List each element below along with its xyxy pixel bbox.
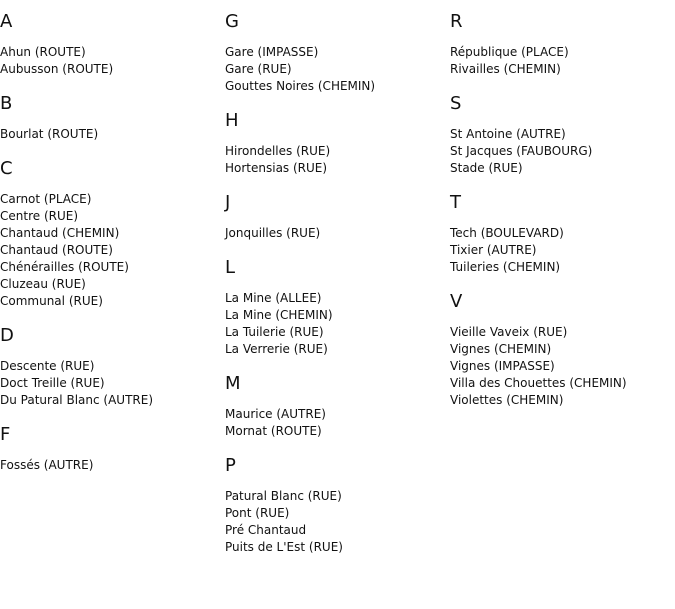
street-list-item (450, 225, 675, 242)
street-link[interactable]: Doct Treille (RUE) (0, 376, 105, 390)
street-list-item (225, 78, 445, 95)
street-list-item (0, 191, 220, 208)
street-link[interactable]: Ahun (ROUTE) (0, 45, 86, 59)
street-list-item (0, 392, 220, 409)
street-index-column-2 (225, 10, 445, 570)
street-link[interactable]: Vieille Vaveix (RUE) (450, 325, 568, 339)
letter-heading: B (0, 93, 13, 114)
street-list-item (450, 392, 675, 409)
street-link[interactable]: Du Patural Blanc (AUTRE) (0, 393, 153, 407)
letter-group (225, 10, 445, 95)
street-link[interactable]: Hortensias (RUE) (225, 161, 328, 175)
street-link[interactable]: St Jacques (FAUBOURG) (450, 144, 593, 158)
street-list-item (225, 160, 445, 177)
street-link[interactable]: Pont (RUE) (225, 506, 290, 520)
street-list-item (450, 143, 675, 160)
street-list-item (0, 61, 220, 78)
street-list-item (450, 61, 675, 78)
street-link[interactable]: Communal (RUE) (0, 294, 103, 308)
street-link[interactable]: Tech (BOULEVARD) (450, 226, 564, 240)
street-link[interactable]: Chantaud (CHEMIN) (0, 226, 120, 240)
street-link[interactable]: Violettes (CHEMIN) (450, 393, 564, 407)
street-list (225, 290, 445, 358)
letter-heading: P (225, 455, 236, 476)
street-list-item (0, 293, 220, 310)
letter-heading: R (450, 11, 463, 32)
letter-heading: T (450, 192, 461, 213)
letter-group (225, 372, 445, 440)
street-list-item (0, 242, 220, 259)
street-link[interactable]: Vignes (IMPASSE) (450, 359, 555, 373)
street-list-item (225, 324, 445, 341)
street-list-item (450, 259, 675, 276)
letter-heading: L (225, 257, 236, 278)
street-list-item (450, 44, 675, 61)
street-list-item (0, 358, 220, 375)
letter-group (0, 92, 220, 143)
street-index-column-3 (450, 10, 675, 423)
street-link[interactable]: Bourlat (ROUTE) (0, 127, 99, 141)
letter-heading: G (225, 11, 239, 32)
street-link[interactable]: Carnot (PLACE) (0, 192, 92, 206)
street-link[interactable]: La Verrerie (RUE) (225, 342, 328, 356)
street-link[interactable]: Cluzeau (RUE) (0, 277, 86, 291)
street-list-item (0, 126, 220, 143)
street-list-item (450, 242, 675, 259)
street-link[interactable]: Tuileries (CHEMIN) (450, 260, 561, 274)
street-list-item (225, 61, 445, 78)
street-link[interactable]: La Mine (CHEMIN) (225, 308, 333, 322)
street-link[interactable]: Chénérailles (ROUTE) (0, 260, 129, 274)
street-list-item (0, 225, 220, 242)
street-link[interactable]: Descente (RUE) (0, 359, 95, 373)
street-link[interactable]: Jonquilles (RUE) (225, 226, 321, 240)
street-link[interactable]: Fossés (AUTRE) (0, 458, 94, 472)
street-list (0, 191, 220, 310)
street-link[interactable]: Vignes (CHEMIN) (450, 342, 552, 356)
street-link[interactable]: Centre (RUE) (0, 209, 79, 223)
letter-heading: D (0, 325, 14, 346)
letter-heading: S (450, 93, 462, 114)
letter-heading: J (225, 192, 231, 213)
letter-group (450, 10, 675, 78)
street-link[interactable]: St Antoine (AUTRE) (450, 127, 566, 141)
street-list-item (225, 423, 445, 440)
street-link[interactable]: Chantaud (ROUTE) (0, 243, 113, 257)
letter-heading: M (225, 373, 241, 394)
street-list-item (450, 126, 675, 143)
street-list (225, 488, 445, 556)
letter-group (450, 191, 675, 276)
street-link[interactable]: Gare (IMPASSE) (225, 45, 319, 59)
street-list (450, 126, 675, 177)
letter-heading: A (0, 11, 13, 32)
letter-heading: C (0, 158, 13, 179)
street-link[interactable]: Aubusson (ROUTE) (0, 62, 114, 76)
street-link[interactable]: Gouttes Noires (CHEMIN) (225, 79, 376, 93)
street-list-item (450, 324, 675, 341)
street-list-item (450, 358, 675, 375)
street-list (225, 143, 445, 177)
street-list (450, 324, 675, 409)
letter-group (450, 290, 675, 409)
street-link[interactable]: Pré Chantaud (225, 523, 307, 537)
street-list-item (225, 341, 445, 358)
street-list-item (0, 457, 220, 474)
letter-group (0, 10, 220, 78)
letter-group (225, 454, 445, 556)
street-link[interactable]: Stade (RUE) (450, 161, 523, 175)
street-list (450, 225, 675, 276)
letter-group (450, 92, 675, 177)
street-list (225, 406, 445, 440)
letter-heading: H (225, 110, 239, 131)
letter-group (225, 109, 445, 177)
street-index-column-1 (0, 10, 220, 488)
street-link[interactable]: Villa des Chouettes (CHEMIN) (450, 376, 627, 390)
street-list-item (0, 44, 220, 61)
letter-group (0, 324, 220, 409)
street-list (0, 358, 220, 409)
street-list-item (225, 225, 445, 242)
street-link[interactable]: Puits de L'Est (RUE) (225, 540, 343, 554)
street-list-item (225, 44, 445, 61)
street-list-item (225, 539, 445, 556)
street-list-item (225, 505, 445, 522)
street-link[interactable]: République (PLACE) (450, 45, 569, 59)
street-list-item (225, 307, 445, 324)
street-list-item (450, 160, 675, 177)
letter-group (225, 191, 445, 242)
street-list (0, 457, 220, 474)
street-list (450, 44, 675, 78)
street-list-item (0, 276, 220, 293)
street-link[interactable]: Maurice (AUTRE) (225, 407, 326, 421)
letter-heading: V (450, 291, 463, 312)
street-list (0, 44, 220, 78)
street-link[interactable]: Tixier (AUTRE) (450, 243, 537, 257)
street-list (0, 126, 220, 143)
street-list-item (225, 290, 445, 307)
street-list-item (225, 488, 445, 505)
street-link[interactable]: Gare (RUE) (225, 62, 292, 76)
letter-group (0, 423, 220, 474)
letter-group (0, 157, 220, 310)
street-link[interactable]: Mornat (ROUTE) (225, 424, 322, 438)
street-list-item (450, 341, 675, 358)
street-list-item (225, 406, 445, 423)
street-list-item (0, 208, 220, 225)
street-list-item (450, 375, 675, 392)
street-link[interactable]: Rivailles (CHEMIN) (450, 62, 561, 76)
street-list-item (225, 522, 445, 539)
street-list (225, 225, 445, 242)
street-list (225, 44, 445, 95)
street-link[interactable]: La Mine (ALLEE) (225, 291, 322, 305)
street-link[interactable]: Patural Blanc (RUE) (225, 489, 342, 503)
letter-group (225, 256, 445, 358)
street-link[interactable]: Hirondelles (RUE) (225, 144, 331, 158)
street-list-item (0, 259, 220, 276)
street-link[interactable]: La Tuilerie (RUE) (225, 325, 324, 339)
street-list-item (225, 143, 445, 160)
street-list-item (0, 375, 220, 392)
letter-heading: F (0, 424, 11, 445)
